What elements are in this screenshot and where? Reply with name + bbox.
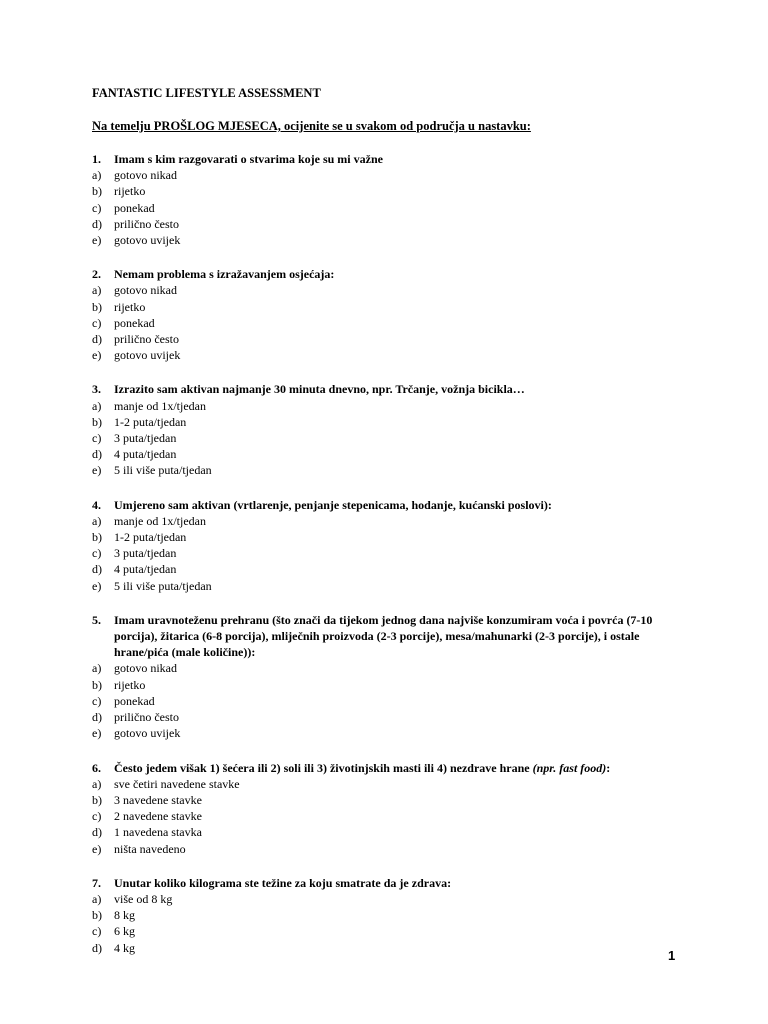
question-text-main: Nemam problema s izražavanjem osjećaja: bbox=[114, 267, 335, 282]
answer-option bbox=[92, 216, 692, 232]
answer-option bbox=[92, 183, 692, 199]
answer-option bbox=[92, 693, 692, 709]
question-number: 2. bbox=[92, 267, 101, 282]
answer-option bbox=[92, 907, 692, 923]
question-text-italic: (npr. fast food) bbox=[532, 760, 607, 775]
option-text: rijetko bbox=[114, 184, 146, 199]
option-letter: e) bbox=[92, 233, 102, 248]
question-3 bbox=[92, 381, 692, 478]
answer-option bbox=[92, 299, 692, 315]
answer-option bbox=[92, 462, 692, 478]
option-text: 4 kg bbox=[114, 940, 135, 955]
question-text bbox=[114, 266, 692, 282]
question-text-main: Unutar koliko kilograma ste težine za koju smatrate da je zdrava: bbox=[114, 875, 452, 890]
answer-option bbox=[92, 513, 692, 529]
question-1 bbox=[92, 151, 692, 248]
answer-option bbox=[92, 398, 692, 414]
question-number: 3. bbox=[92, 382, 101, 397]
option-letter: c) bbox=[92, 809, 102, 824]
answer-option bbox=[92, 446, 692, 462]
question-2 bbox=[92, 266, 692, 363]
answer-option bbox=[92, 709, 692, 725]
option-letter: a) bbox=[92, 776, 102, 791]
option-text: rijetko bbox=[114, 677, 146, 692]
option-text: 8 kg bbox=[114, 908, 135, 923]
option-text: 2 navedene stavke bbox=[114, 809, 202, 824]
option-text: gotovo nikad bbox=[114, 661, 177, 676]
option-letter: d) bbox=[92, 940, 102, 955]
instruction-text: Na temelju PROŠLOG MJESECA, ocijenite se u svakom od područja u nastavku: bbox=[92, 119, 531, 133]
question-number: 7. bbox=[92, 875, 101, 890]
option-letter: e) bbox=[92, 726, 102, 741]
option-text: ponekad bbox=[114, 315, 155, 330]
option-letter: b) bbox=[92, 908, 102, 923]
option-letter: e) bbox=[92, 578, 102, 593]
question-text bbox=[114, 612, 692, 661]
option-letter: d) bbox=[92, 710, 102, 725]
question-text bbox=[114, 497, 692, 513]
option-text: manje od 1x/tjedan bbox=[114, 513, 206, 528]
option-text: 1 navedena stavka bbox=[114, 825, 202, 840]
question-heading bbox=[92, 760, 692, 776]
question-number: 1. bbox=[92, 152, 101, 166]
option-text: sve četiri navedene stavke bbox=[114, 776, 240, 791]
option-letter: a) bbox=[92, 283, 102, 298]
answer-option bbox=[92, 725, 692, 741]
question-heading bbox=[92, 151, 692, 167]
option-text: 1-2 puta/tjedan bbox=[114, 530, 187, 545]
question-heading bbox=[92, 381, 692, 397]
option-letter: e) bbox=[92, 841, 102, 856]
option-letter: c) bbox=[92, 546, 102, 561]
answer-option bbox=[92, 200, 692, 216]
answer-option bbox=[92, 331, 692, 347]
document-title: FANTASTIC LIFESTYLE ASSESSMENT bbox=[92, 86, 321, 100]
question-list bbox=[92, 151, 692, 974]
answer-option bbox=[92, 578, 692, 594]
question-text-main: Često jedem višak 1) šećera ili 2) soli ili 3) životinjskih masti ili 4) nezdrave hrane bbox=[114, 760, 533, 775]
option-text: 1-2 puta/tjedan bbox=[114, 414, 187, 429]
question-heading bbox=[92, 875, 692, 891]
option-letter: b) bbox=[92, 184, 102, 199]
question-6 bbox=[92, 760, 692, 857]
question-text bbox=[114, 760, 692, 776]
option-letter: a) bbox=[92, 513, 102, 528]
option-text: prilično često bbox=[114, 332, 179, 347]
option-letter: c) bbox=[92, 315, 102, 330]
question-heading bbox=[92, 497, 692, 513]
answer-option bbox=[92, 232, 692, 248]
answer-option bbox=[92, 776, 692, 792]
option-text: prilično često bbox=[114, 710, 179, 725]
option-letter: c) bbox=[92, 693, 102, 708]
option-text: više od 8 kg bbox=[114, 891, 173, 906]
option-text: 3 puta/tjedan bbox=[114, 546, 177, 561]
answer-option bbox=[92, 660, 692, 676]
option-text: ponekad bbox=[114, 693, 155, 708]
option-letter: d) bbox=[92, 825, 102, 840]
option-letter: d) bbox=[92, 447, 102, 462]
option-letter: b) bbox=[92, 792, 102, 807]
question-text bbox=[114, 151, 692, 167]
answer-option bbox=[92, 841, 692, 857]
answer-option bbox=[92, 940, 692, 956]
answer-option bbox=[92, 430, 692, 446]
option-letter: d) bbox=[92, 332, 102, 347]
question-number: 6. bbox=[92, 760, 101, 775]
option-text: gotovo nikad bbox=[114, 283, 177, 298]
answer-option bbox=[92, 561, 692, 577]
question-text-main: Izrazito sam aktivan najmanje 30 minuta dnevno, npr. Trčanje, vožnja bicikla… bbox=[114, 382, 525, 397]
option-letter: d) bbox=[92, 562, 102, 577]
question-text-tail: : bbox=[606, 760, 611, 775]
option-text: gotovo uvijek bbox=[114, 348, 181, 363]
answer-option bbox=[92, 315, 692, 331]
question-text bbox=[114, 875, 692, 891]
question-number: 4. bbox=[92, 497, 101, 512]
option-text: 3 navedene stavke bbox=[114, 792, 202, 807]
option-letter: e) bbox=[92, 463, 102, 478]
answer-option bbox=[92, 677, 692, 693]
question-4 bbox=[92, 497, 692, 594]
option-letter: a) bbox=[92, 661, 102, 676]
option-text: manje od 1x/tjedan bbox=[114, 398, 206, 413]
option-text: 5 ili više puta/tjedan bbox=[114, 578, 212, 593]
option-letter: c) bbox=[92, 924, 102, 939]
answer-option bbox=[92, 347, 692, 363]
answer-option bbox=[92, 824, 692, 840]
option-text: gotovo uvijek bbox=[114, 233, 181, 248]
option-letter: c) bbox=[92, 431, 102, 446]
answer-option bbox=[92, 891, 692, 907]
answer-option bbox=[92, 792, 692, 808]
option-letter: a) bbox=[92, 891, 102, 906]
option-text: prilično često bbox=[114, 216, 179, 231]
option-text: 6 kg bbox=[114, 924, 135, 939]
option-letter: a) bbox=[92, 398, 102, 413]
question-number: 5. bbox=[92, 612, 101, 627]
question-text-main: Umjereno sam aktivan (vrtlarenje, penjanje stepenicama, hodanje, kućanski poslovi): bbox=[114, 497, 552, 512]
option-text: gotovo nikad bbox=[114, 168, 177, 183]
option-letter: b) bbox=[92, 530, 102, 545]
question-heading bbox=[92, 266, 692, 282]
option-text: 4 puta/tjedan bbox=[114, 562, 177, 577]
answer-option bbox=[92, 923, 692, 939]
question-text-main: Imam uravnoteženu prehranu (što znači da tijekom jednog dana najviše konzumiram voća i povrća (7-10 porcija), žitarica (6-8 porcija), mliječnih proizvoda (2-3 porcije), mesa/mahunarki (2-3 porcije), i ostale hrane/pića (male količine)): bbox=[114, 612, 653, 660]
option-text: gotovo uvijek bbox=[114, 726, 181, 741]
answer-option bbox=[92, 414, 692, 430]
question-7 bbox=[92, 875, 692, 956]
option-text: 3 puta/tjedan bbox=[114, 431, 177, 446]
answer-option bbox=[92, 167, 692, 183]
answer-option bbox=[92, 282, 692, 298]
question-5 bbox=[92, 612, 692, 742]
question-text bbox=[114, 381, 692, 397]
answer-option bbox=[92, 545, 692, 561]
answer-option bbox=[92, 808, 692, 824]
option-text: ništa navedeno bbox=[114, 841, 186, 856]
option-text: 5 ili više puta/tjedan bbox=[114, 463, 212, 478]
option-letter: b) bbox=[92, 677, 102, 692]
option-text: 4 puta/tjedan bbox=[114, 447, 177, 462]
answer-option bbox=[92, 529, 692, 545]
option-text: rijetko bbox=[114, 299, 146, 314]
option-letter: c) bbox=[92, 200, 102, 215]
question-heading bbox=[92, 612, 692, 661]
question-text-main: Imam s kim razgovarati o stvarima koje su mi važne bbox=[114, 152, 383, 166]
option-letter: b) bbox=[92, 299, 102, 314]
option-letter: d) bbox=[92, 216, 102, 231]
option-letter: b) bbox=[92, 414, 102, 429]
page-number: 1 bbox=[668, 948, 676, 963]
option-letter: e) bbox=[92, 348, 102, 363]
option-letter: a) bbox=[92, 168, 102, 183]
option-text: ponekad bbox=[114, 200, 155, 215]
